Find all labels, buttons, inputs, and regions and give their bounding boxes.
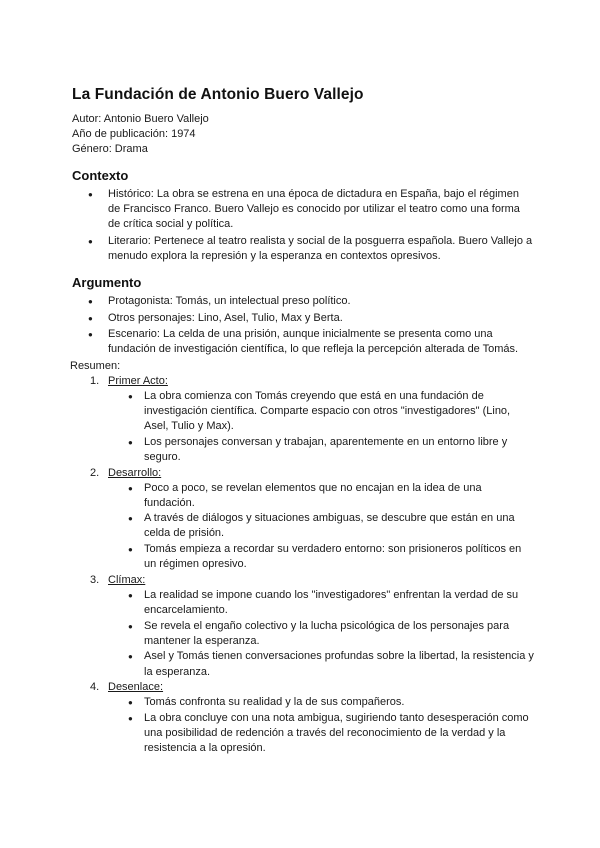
document-title: La Fundación de Antonio Buero Vallejo: [72, 86, 364, 103]
list-item: ● Poco a poco, se revelan elementos que no encajan en la idea de una fundación.: [72, 481, 534, 511]
list-item: ● Escenario: La celda de una prisión, aunque inicialmente se presenta como una fundación de investigación científica, lo que refleja la percepción alterada de Tomás.: [72, 327, 534, 357]
section-label: Primer Acto:: [108, 374, 168, 387]
list-item: ● A través de diálogos y situaciones ambiguas, se descubre que están en una celda de prisión.: [72, 511, 534, 541]
list-item: ● La obra concluye con una nota ambigua, sugiriendo tanto desesperación como una posibilidad de redención a través del reconocimiento de la verdad y la resistencia a la opresión.: [72, 711, 534, 756]
resumen-list: [72, 374, 534, 756]
resumen-section-desarrollo: [72, 466, 534, 573]
list-item: ● Protagonista: Tomás, un intelectual preso político.: [72, 294, 534, 309]
section-items: [72, 389, 534, 465]
section-items: [72, 588, 534, 680]
section-number: 4.: [90, 681, 100, 694]
list-item: ● Los personajes conversan y trabajan, aparentemente en un entorno libre y seguro.: [72, 435, 534, 465]
year-line: Año de publicación: 1974: [72, 128, 196, 140]
list-item: ● Tomás confronta su realidad y la de sus compañeros.: [72, 695, 534, 710]
list-item: ● Histórico: La obra se estrena en una época de dictadura en España, bajo el régimen de Francisco Franco. Buero Vallejo es conocido por utilizar el teatro como una forma de crítica social y política.: [72, 187, 534, 232]
argumento-list: [72, 294, 534, 357]
section-number: 2.: [90, 466, 100, 479]
list-item: ● Se revela el engaño colectivo y la lucha psicológica de los personajes para mantener la esperanza.: [72, 619, 534, 649]
section-items: [72, 481, 534, 573]
list-item: ● Tomás empieza a recordar su verdadero entorno: son prisioneros políticos en un régimen opresivo.: [72, 542, 534, 572]
section-number: 1.: [90, 374, 100, 387]
contexto-list: [72, 187, 534, 264]
resumen-section-desenlace: [72, 680, 534, 756]
section-label: Desenlace:: [108, 681, 164, 694]
section-label: Clímax:: [108, 573, 146, 586]
section-number: 3.: [90, 573, 100, 586]
section-items: [72, 695, 534, 756]
argumento-heading: Argumento: [72, 274, 142, 290]
contexto-heading: Contexto: [72, 168, 129, 183]
author-line: Autor: Antonio Buero Vallejo: [72, 113, 209, 125]
genre-line: Género: Drama: [72, 143, 148, 155]
section-label: Desarrollo:: [108, 466, 162, 479]
metadata: [72, 112, 534, 157]
document-page: [72, 86, 534, 757]
resumen-section-climax: [72, 573, 534, 680]
list-item: ● La obra comienza con Tomás creyendo que está en una fundación de investigación científica. Comparte espacio con otros "investigadores" (Lino, Asel, Tulio y Max).: [72, 389, 534, 434]
resumen-label: Resumen:: [70, 359, 121, 372]
list-item: ● Otros personajes: Lino, Asel, Tulio, Max y Berta.: [72, 311, 534, 326]
resumen-section-primer-acto: [72, 374, 534, 465]
list-item: ● Literario: Pertenece al teatro realista y social de la posguerra española. Buero Vallejo a menudo explora la represión y la esperanza en contextos opresivos.: [72, 234, 534, 264]
list-item: ● Asel y Tomás tienen conversaciones profundas sobre la libertad, la resistencia y la esperanza.: [72, 649, 534, 679]
list-item: ● La realidad se impone cuando los "investigadores" enfrentan la verdad de su encarcelamiento.: [72, 588, 534, 618]
